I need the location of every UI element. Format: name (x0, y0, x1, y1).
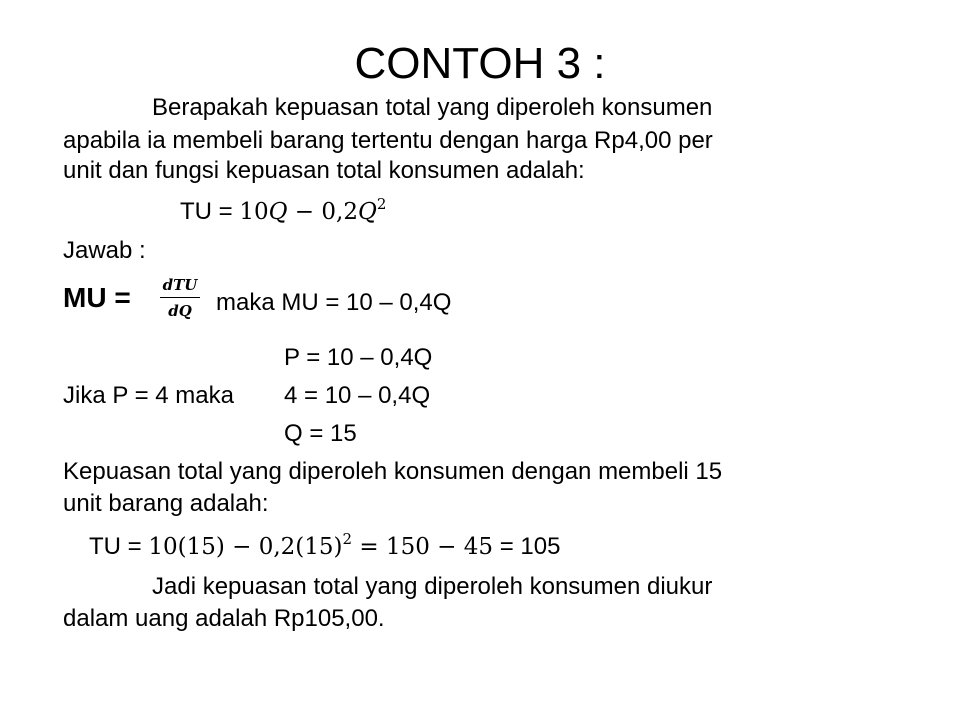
answer-label: Jawab : (63, 237, 146, 264)
fraction-numerator: dTU (162, 276, 198, 294)
price-equation: P = 10 – 0,4Q (284, 344, 433, 371)
price-condition: Jika P = 4 maka (63, 382, 234, 409)
fraction-denominator: dQ (168, 302, 192, 320)
conclusion-line-2: unit barang adalah: (63, 490, 269, 517)
tu-calc-result: = 105 (493, 533, 561, 560)
tu-calc-label: TU = (89, 533, 149, 560)
question-line-2: apabila ia membeli barang tertentu dengan harga Rp4,00 per (63, 127, 713, 154)
quantity-result: Q = 15 (284, 420, 357, 447)
conclusion-line-1: Kepuasan total yang diperoleh konsumen dengan membeli 15 (63, 458, 723, 485)
question-line-3: unit dan fungsi kepuasan total konsumen adalah: (63, 157, 585, 184)
fraction-bar (160, 297, 200, 298)
question-line-1: Berapakah kepuasan total yang diperoleh konsumen (152, 94, 713, 121)
tu-function (180, 195, 387, 226)
final-line-1: Jadi kepuasan total yang diperoleh konsumen diukur (152, 573, 713, 600)
tu-function-label: TU = (180, 198, 240, 225)
final-line-2: dalam uang adalah Rp105,00. (63, 605, 385, 632)
tu-calculation (89, 530, 561, 561)
tu-function-term: $10Q - 0,2Q^2$ (239, 195, 387, 225)
price-substitution: 4 = 10 – 0,4Q (284, 382, 431, 409)
mu-label: MU = (63, 282, 131, 313)
slide-title: CONTOH 3 : (354, 39, 606, 88)
tu-calc-expression: $10(15) - 0,2(15)^2 = 150 - 45$ (148, 530, 494, 560)
mu-result: maka MU = 10 – 0,4Q (216, 289, 452, 316)
